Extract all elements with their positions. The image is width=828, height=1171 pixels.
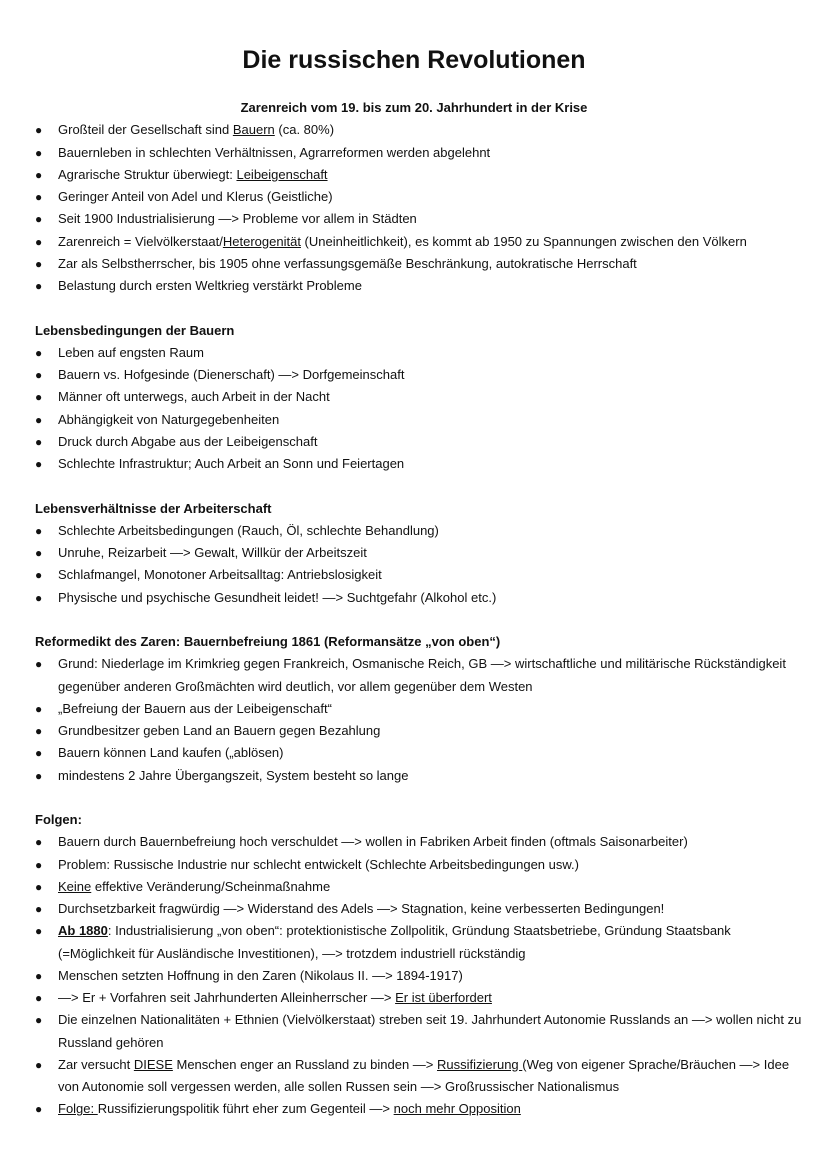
item-text: —> Er + Vorfahren seit Jahrhunderten Alleinherrscher —> (58, 990, 396, 1005)
bullet-icon: ● (35, 879, 43, 894)
item-text: Zarenreich = Vielvölkerstaat/ (58, 233, 223, 249)
list-item (35, 920, 805, 965)
bullet-icon: ● (35, 434, 43, 449)
item-text: Abhängigkeit von Naturgegebenheiten (58, 411, 280, 427)
item-text: Grundbesitzer geben Land an Bauern gegen Bezahlung (58, 723, 381, 738)
item-text: Menschen enger an Russland zu binden —> (172, 1056, 438, 1072)
list-item (35, 164, 805, 186)
bullet-icon: ● (35, 657, 43, 672)
bullet-icon: ● (35, 857, 43, 872)
bullet-icon: ● (35, 1057, 43, 1072)
document-body (35, 97, 805, 1121)
bullet-icon: ● (35, 902, 43, 916)
item-text: mindestens 2 Jahre Übergangszeit, System besteht so lange (58, 767, 409, 783)
bullet-icon: ● (35, 145, 43, 160)
item-text: Großteil der Gesellschaft sind (58, 122, 233, 138)
item-text: Bauern vs. Hofgesinde (Dienerschaft) —> Dorfgemeinschaft (58, 367, 405, 382)
list-item (35, 386, 805, 408)
section-heading: Lebensbedingungen der Bauern (35, 322, 235, 338)
underlined-text: Folge: (58, 1101, 98, 1117)
item-text: effektive Veränderung/Scheinmaßnahme (91, 878, 331, 894)
section-heading: Zarenreich vom 19. bis zum 20. Jahrhundert in der Krise (240, 100, 588, 115)
item-text: Geringer Anteil von Adel und Klerus (Geistliche) (58, 189, 333, 204)
list-item (35, 698, 805, 720)
item-text: Russifizierungspolitik führt eher zum Gegenteil —> (97, 1101, 394, 1117)
list-item (35, 898, 805, 920)
item-text: Agrarische Struktur überwiegt: (58, 166, 237, 182)
bullet-icon: ● (35, 167, 43, 182)
bullet-icon: ● (35, 279, 43, 293)
list-item (35, 876, 805, 898)
item-text: (Weg von eigener Sprache/Bräuchen —> Idee von Autonomie soll vergessen werden, alle sollen Russen sein —> Großrussischer Nationalismus (58, 1056, 790, 1094)
item-text: Problem: Russische Industrie nur schlecht entwickelt (Schlechte Arbeitsbedingungen usw.) (58, 856, 579, 872)
list-item (35, 453, 805, 475)
list-item (35, 987, 805, 1009)
list-item (35, 1009, 805, 1054)
bullet-icon: ● (35, 412, 43, 427)
item-text: (Uneinheitlichkeit), es kommt ab 1950 zu Spannungen zwischen den Völkern (300, 233, 747, 249)
list-item (35, 231, 805, 253)
item-text: Zar versucht (58, 1056, 134, 1072)
bullet-icon: ● (35, 835, 43, 850)
item-text: Druck durch Abgabe aus der Leibeigenschaft (58, 433, 318, 449)
item-text: Physische und psychische Gesundheit leidet! —> Suchtgefahr (Alkohol etc.) (58, 589, 497, 605)
list-item (35, 854, 805, 876)
list-item (35, 1098, 805, 1120)
bullet-list (35, 520, 805, 609)
underlined-text: Keine (58, 878, 92, 894)
bullet-icon: ● (35, 701, 43, 716)
bullet-icon: ● (35, 368, 43, 382)
bullet-icon: ● (35, 546, 43, 560)
underlined-text: Bauern (232, 122, 275, 138)
item-text: Die einzelnen Nationalitäten + Ethnien (Vielvölkerstaat) streben seit 19. Jahrhundert Autonomie Russlands an —> wollen nicht zu Russland gehören (58, 1012, 802, 1050)
list-item (35, 142, 805, 164)
bullet-icon: ● (35, 968, 43, 983)
list-item (35, 564, 805, 586)
list-item (35, 965, 805, 987)
section-heading: Reformedikt des Zaren: Bauernbefreiung 1861 (Reformansätze „von oben“) (35, 634, 501, 649)
list-item (35, 720, 805, 742)
bullet-icon: ● (35, 190, 43, 204)
list-item (35, 364, 805, 386)
underlined-text: Leibeigenschaft (236, 166, 328, 182)
bullet-icon: ● (35, 212, 43, 227)
bullet-icon: ● (35, 1102, 43, 1117)
underlined-text: Ab 1880 (58, 923, 108, 939)
bullet-icon: ● (35, 256, 43, 271)
item-text: Belastung durch ersten Weltkrieg verstärkt Probleme (58, 278, 362, 293)
item-text: Schlechte Arbeitsbedingungen (Rauch, Öl, schlechte Behandlung) (58, 522, 439, 538)
bullet-list (35, 831, 805, 1120)
bullet-icon: ● (35, 568, 43, 583)
underlined-text: Heterogenität (222, 233, 301, 249)
list-item (35, 520, 805, 542)
list-item (35, 119, 805, 141)
list-item (35, 342, 805, 364)
item-text: Seit 1900 Industrialisierung —> Probleme vor allem in Städten (58, 211, 417, 227)
bullet-icon: ● (35, 123, 43, 138)
bullet-icon: ● (35, 924, 43, 939)
item-text: Bauern durch Bauernbefreiung hoch verschuldet —> wollen in Fabriken Arbeit finden (oftmals Saisonarbeiter) (58, 834, 688, 850)
document-title: Die russischen Revolutionen (242, 46, 586, 74)
list-item (35, 275, 805, 297)
item-text: Grund: Niederlage im Krimkrieg gegen Frankreich, Osmanische Reich, GB —> wirtschaftliche und militärische Rückständigkeit gegenüber anderen Großmächten wird deutlich, vor allem gegenüber dem Westen (58, 656, 786, 694)
list-item (35, 542, 805, 564)
item-text: (ca. 80%) (274, 122, 335, 138)
underlined-text: Er ist überfordert (395, 990, 492, 1005)
underlined-text: Russifizierung (437, 1056, 523, 1072)
bullet-icon: ● (35, 768, 43, 783)
bullet-list (35, 653, 805, 787)
bullet-icon: ● (35, 991, 43, 1005)
item-text: „Befreiung der Bauern aus der Leibeigenschaft“ (58, 700, 332, 716)
list-item (35, 253, 805, 275)
bullet-list (35, 119, 805, 297)
underlined-text: noch mehr Opposition (393, 1101, 521, 1117)
item-text: Männer oft unterwegs, auch Arbeit in der Nacht (58, 389, 330, 405)
item-text: : Industrialisierung „von oben“: protektionistische Zollpolitik, Gründung Staatsbetriebe, Gründung Staatsbank (=Möglichkeit für Ausländische Investitionen), —> trotzdem industriell rückständig (58, 923, 731, 961)
item-text: Durchsetzbarkeit fragwürdig —> Widerstand des Adels —> Stagnation, keine verbesserten Bedingungen! (58, 901, 665, 916)
item-text: Bauernleben in schlechten Verhältnissen, Agrarreformen werden abgelehnt (58, 144, 491, 160)
item-text: Bauern können Land kaufen („ablösen) (58, 745, 284, 761)
item-text: Schlafmangel, Monotoner Arbeitsalltag: Antriebslosigkeit (58, 567, 382, 583)
bullet-icon: ● (35, 724, 43, 738)
bullet-icon: ● (35, 234, 43, 249)
bullet-icon: ● (35, 390, 43, 405)
list-item (35, 653, 805, 698)
bullet-icon: ● (35, 1013, 43, 1028)
bullet-icon: ● (35, 345, 43, 360)
section-heading: Folgen: (35, 812, 82, 827)
item-text: Zar als Selbstherrscher, bis 1905 ohne verfassungsgemäße Beschränkung, autokratische Herrschaft (58, 255, 637, 271)
section-heading: Lebensverhältnisse der Arbeiterschaft (35, 500, 272, 516)
item-text: Menschen setzten Hoffnung in den Zaren (Nikolaus II. —> 1894-1917) (58, 967, 463, 983)
list-item (35, 1054, 805, 1099)
bullet-icon: ● (35, 457, 43, 471)
list-item (35, 742, 805, 764)
list-item (35, 208, 805, 230)
list-item (35, 409, 805, 431)
bullet-icon: ● (35, 523, 43, 538)
item-text: Unruhe, Reizarbeit —> Gewalt, Willkür der Arbeitszeit (58, 545, 367, 560)
bullet-icon: ● (35, 590, 43, 605)
underlined-text: DIESE (133, 1056, 173, 1072)
list-item (35, 587, 805, 609)
item-text: Schlechte Infrastruktur; Auch Arbeit an Sonn und Feiertagen (58, 456, 405, 471)
list-item (35, 186, 805, 208)
list-item (35, 831, 805, 853)
bullet-list (35, 342, 805, 476)
list-item (35, 765, 805, 787)
bullet-icon: ● (35, 746, 43, 761)
item-text: Leben auf engsten Raum (58, 344, 204, 360)
list-item (35, 431, 805, 453)
